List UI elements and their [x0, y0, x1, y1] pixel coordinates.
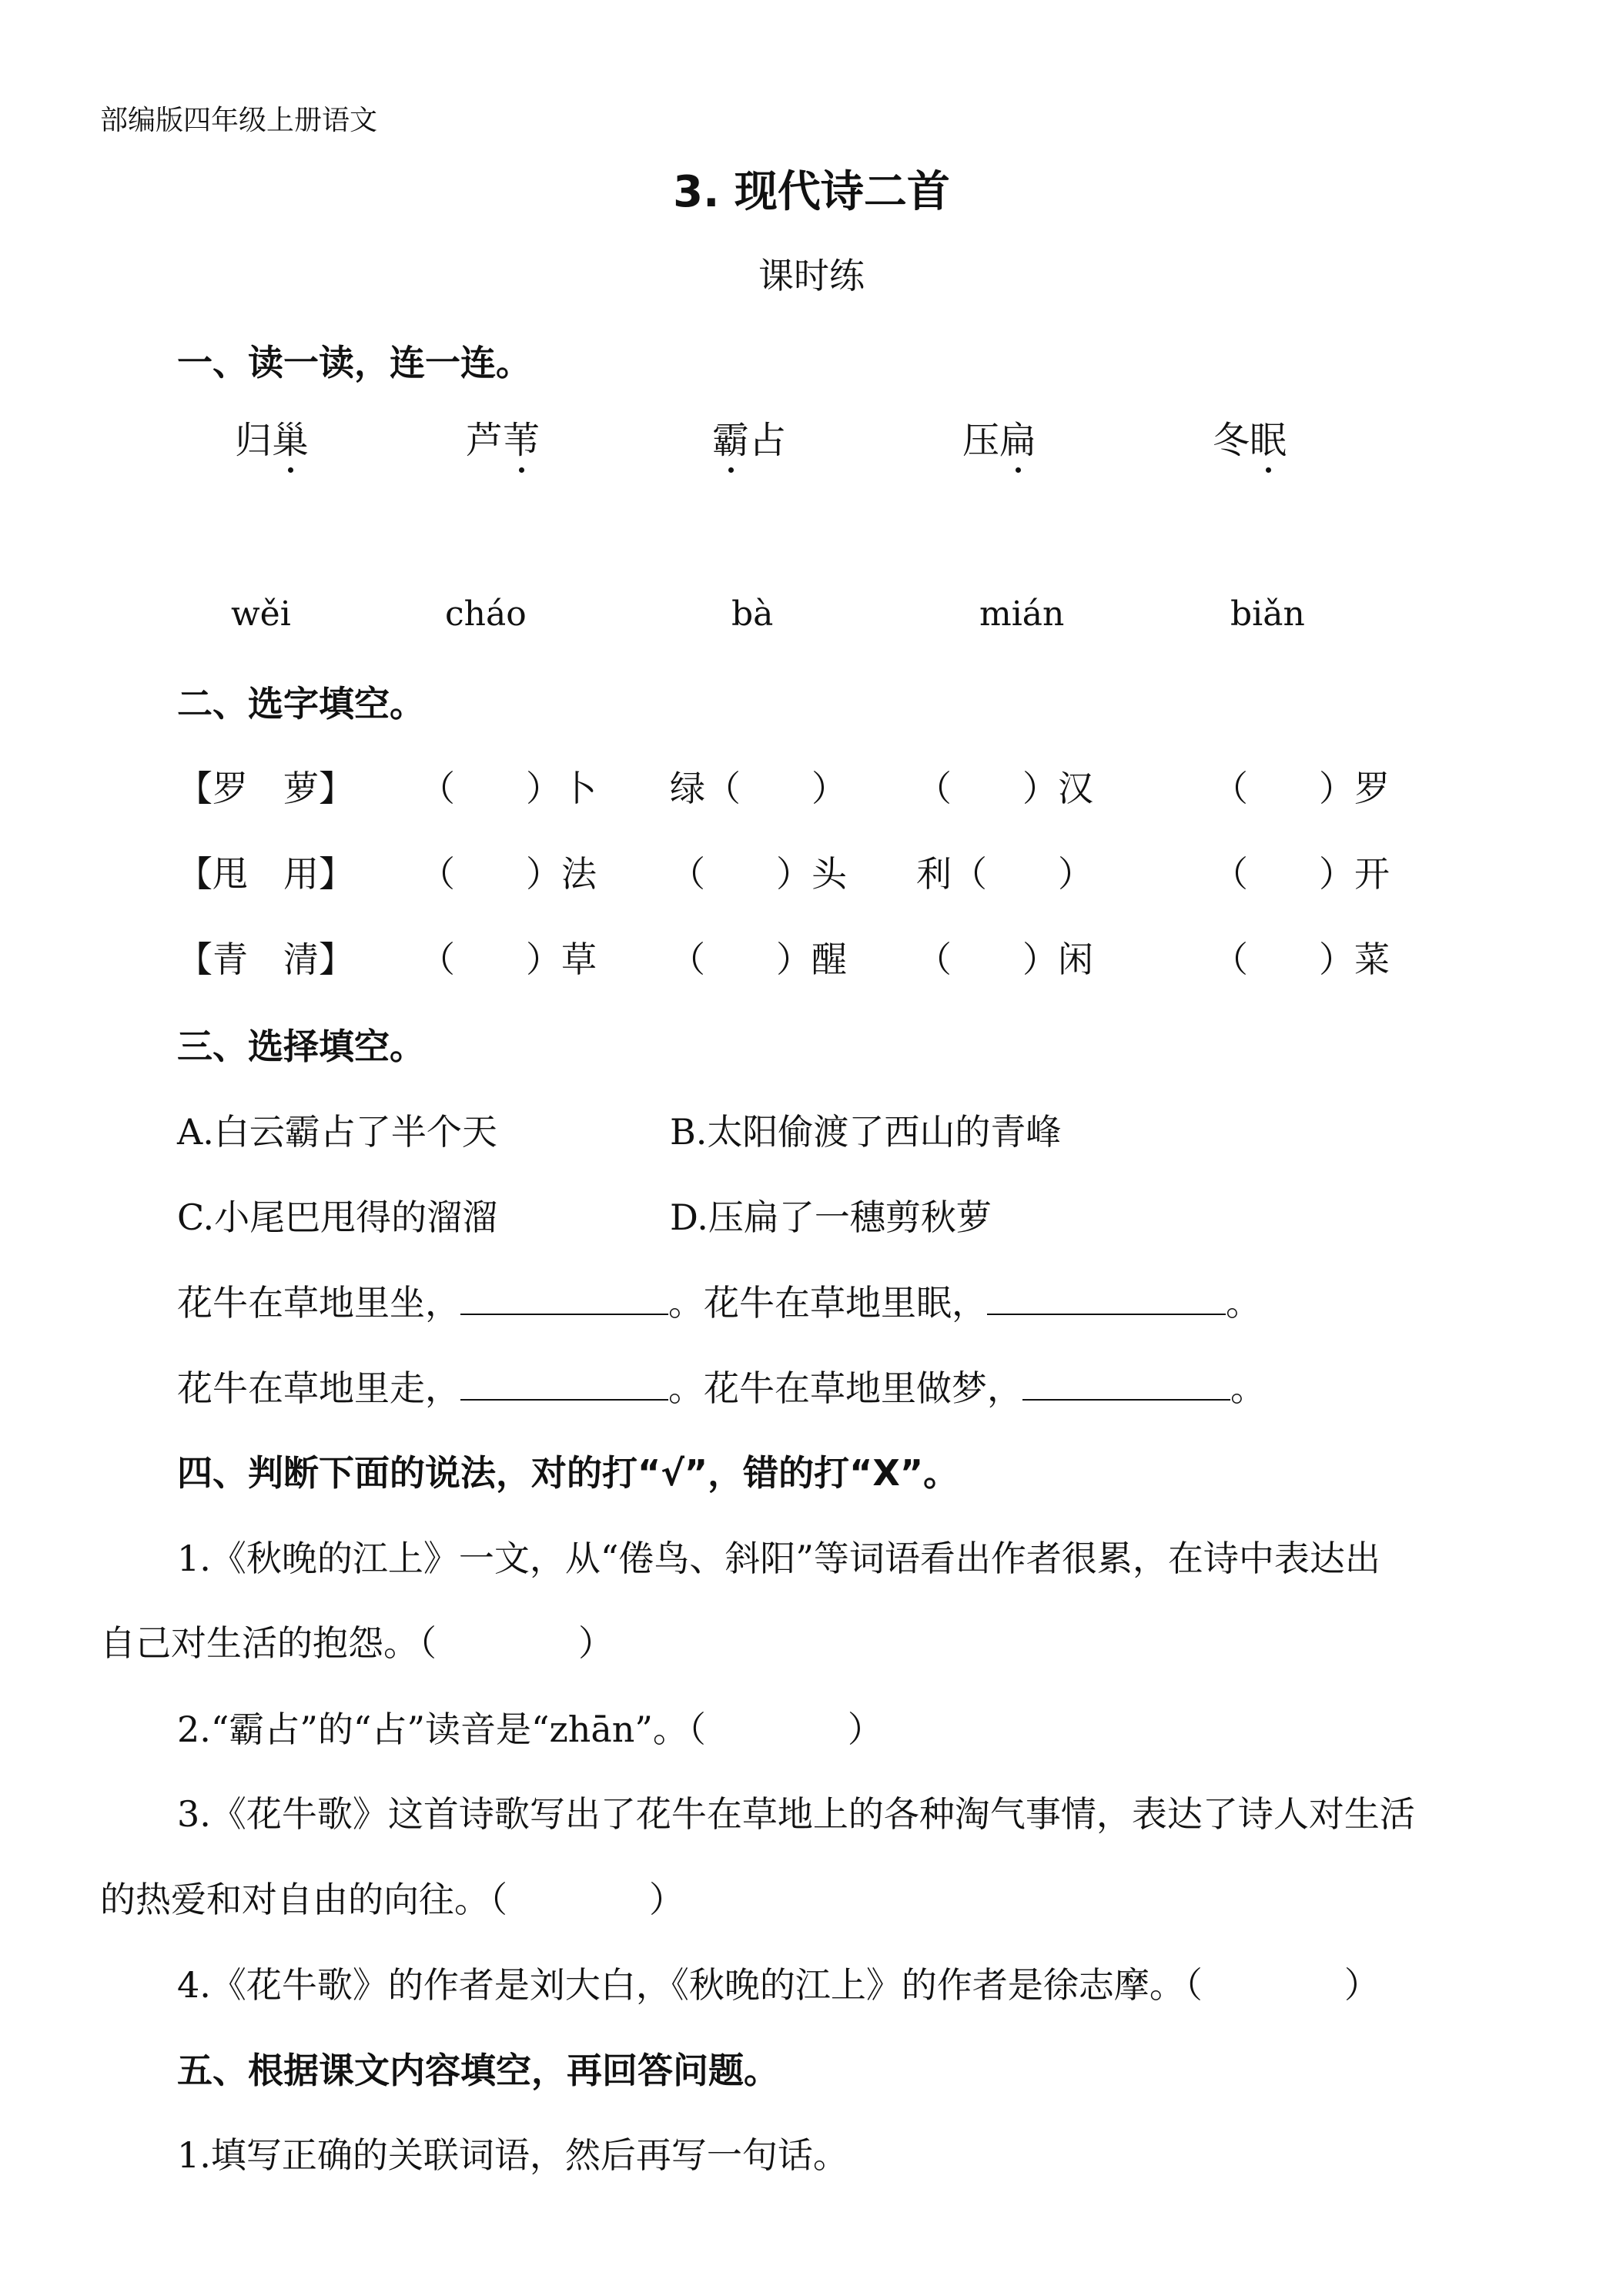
judge-q3-line2: 的热爱和对自由的向往。（ ）: [100, 1879, 684, 1920]
answer-blank[interactable]: [1022, 1371, 1230, 1401]
option-a: A.白云霸占了半个天: [177, 1111, 497, 1153]
fill-char-item[interactable]: （ ）草: [420, 939, 597, 980]
word-item: [1213, 410, 1287, 464]
judge-q4: 4.《花牛歌》的作者是刘大白，《秋晚的江上》的作者是徐志摩。（ ）: [177, 1964, 1380, 2006]
fill-char-item[interactable]: （ ）法: [420, 853, 597, 895]
judge-q2: 2.“霸占”的“占”读音是“zhān”。（ ）: [177, 1709, 883, 1750]
fill-char-item[interactable]: （ ）罗: [1213, 768, 1390, 809]
answer-blank[interactable]: [460, 1371, 668, 1401]
page-title: 3. 现代诗二首: [673, 167, 950, 217]
option-b: B.太阳偷渡了西山的青峰: [670, 1111, 1062, 1153]
word-char: 扁: [999, 419, 1037, 462]
pinyin-item: mián: [979, 594, 1065, 634]
pinyin-item: cháo: [445, 594, 527, 634]
fill-char-item[interactable]: （ ）闲: [916, 939, 1093, 980]
fill-line-1-text-c: 。: [1226, 1282, 1261, 1324]
answer-blank[interactable]: [987, 1286, 1226, 1315]
section-3-heading: 三、选择填空。: [177, 1026, 425, 1067]
page-subtitle: 课时练: [758, 255, 865, 296]
pinyin-item: biǎn: [1230, 594, 1305, 634]
word-char: 压: [962, 419, 1000, 462]
fill-line-2: [177, 1361, 1266, 1411]
fill-char-item[interactable]: （ ）汉: [916, 768, 1093, 809]
fill-line-1-text-a: 花牛在草地里坐，: [177, 1282, 460, 1324]
option-d: D.压扁了一穗剪秋萝: [670, 1197, 992, 1238]
char-pair-label: 【青 清】: [177, 939, 354, 980]
word-char: 巢: [272, 419, 310, 462]
word-char: 霸: [712, 419, 750, 462]
judge-q3-line1: 3.《花牛歌》这首诗歌写出了花牛在草地上的各种淘气事情，表达了诗人对生活: [177, 1793, 1415, 1835]
word-char: 冬: [1213, 419, 1250, 462]
fill-char-item[interactable]: 利（ ）: [916, 853, 1093, 895]
pinyin-item: bà: [731, 594, 774, 634]
word-char: 占: [749, 419, 787, 462]
fill-char-item[interactable]: （ ）菜: [1213, 939, 1390, 980]
word-char: 芦: [466, 419, 504, 462]
fill-char-item[interactable]: （ ）头: [670, 853, 847, 895]
word-char: 苇: [503, 419, 540, 462]
fill-char-item[interactable]: （ ）卜: [420, 768, 597, 809]
char-pair-label: 【甩 用】: [177, 853, 354, 895]
fill-line-2-text-a: 花牛在草地里走，: [177, 1367, 460, 1409]
section-1-heading: 一、读一读，连一连。: [177, 342, 531, 383]
section-5-heading: 五、根据课文内容填空，再回答问题。: [177, 2050, 779, 2091]
page-header: 部编版四年级上册语文: [100, 105, 378, 136]
pinyin-item: wěi: [231, 594, 291, 634]
fill-line-1: [177, 1275, 1261, 1326]
word-char: 眠: [1250, 419, 1287, 462]
fill-line-2-text-c: 。: [1230, 1367, 1266, 1409]
fill-char-item[interactable]: （ ）开: [1213, 853, 1390, 895]
section-4-heading: 四、判断下面的说法，对的打“√”，错的打“X”。: [177, 1452, 959, 1494]
answer-blank[interactable]: [460, 1286, 668, 1315]
fill-char-item[interactable]: （ ）醒: [670, 939, 847, 980]
judge-q1-line2: 自己对生活的抱怨。（ ）: [100, 1622, 614, 1664]
judge-q1-line1: 1.《秋晚的江上》一文，从“倦鸟、斜阳”等词语看出作者很累，在诗中表达出: [177, 1538, 1380, 1579]
fill-char-item[interactable]: 绿（ ）: [670, 768, 847, 809]
word-item: [712, 410, 786, 464]
char-pair-label: 【罗 萝】: [177, 768, 354, 809]
word-item: [466, 410, 540, 464]
section-5-q1: 1.填写正确的关联词语，然后再写一句话。: [177, 2134, 848, 2176]
word-item: [962, 410, 1036, 464]
option-c: C.小尾巴甩得的溜溜: [177, 1197, 498, 1238]
fill-line-1-text-b: 。花牛在草地里眠，: [668, 1282, 987, 1324]
fill-line-2-text-b: 。花牛在草地里做梦，: [668, 1367, 1022, 1409]
section-2-heading: 二、选字填空。: [177, 683, 425, 725]
word-char: 归: [235, 419, 273, 462]
word-item: [235, 410, 309, 464]
